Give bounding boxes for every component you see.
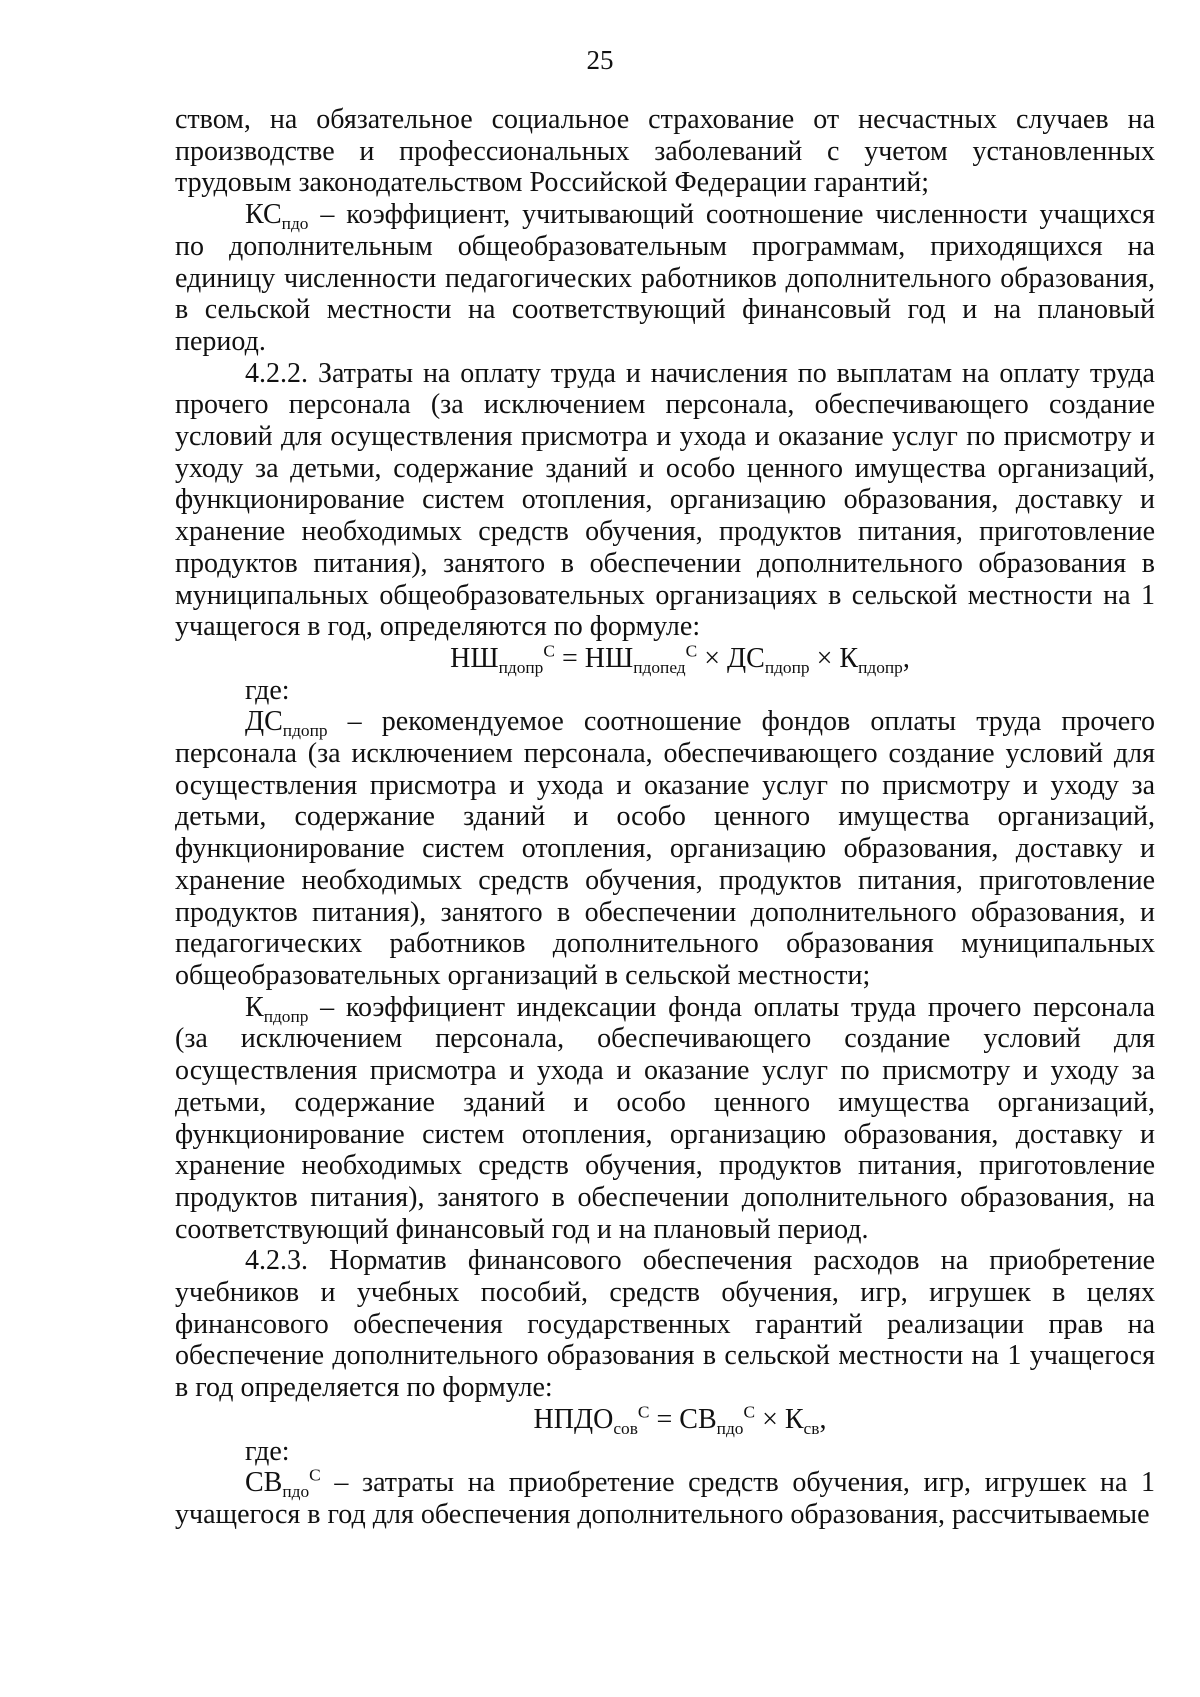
symbol-k-subscript: пдопр (263, 1006, 309, 1026)
ds-definition-text: – рекомендуемое соотношение фондов оплаты труда прочего персонала (за исключением персонала, обеспечивающего создание условий для осуществления присмотра и ухода и оказание услуг по присмотру и уходу за детьми, содержание зданий и особо ценного имущества организаций, функционирование систем отопления, организацию образования, доставку и хранение необходимых средств обучения, продуктов питания, приготовление продуктов питания), занятого в обеспечении дополнительного образования, и педагогических работников дополнительного образования муниципальных общеобразовательных организаций в сельской местности; (175, 706, 1155, 991)
symbol-k: К (245, 991, 264, 1023)
page-number: 25 (586, 45, 614, 75)
formula-npdo: $НПДО_{сов}^С = СВ_{пдо}^С \times К_{св}$, (533, 1402, 827, 1438)
paragraph-sv-definition (175, 1467, 1155, 1530)
sv-definition-text: – затраты на приобретение средств обучения, игр, игрушек на 1 учащегося в год для обеспечения дополнительного образования, рассчитываемые (175, 1467, 1155, 1530)
where-label-2: где: (245, 1435, 290, 1467)
paragraph-continuation: ством, на обязательное социальное страхование от несчастных случаев на производстве и профессиональных заболеваний с учетом установленных трудовым законодательством Российской Федерации гарантий; (175, 104, 1155, 199)
paragraph-k-definition (175, 992, 1155, 1246)
where-label-1: где: (245, 674, 290, 706)
ks-definition-text: – коэффициент, учитывающий соотношение численности учащихся по дополнительным общеобразовательным программам, приходящихся на единицу численности педагогических работников дополнительного образования, в сельской местности на соответствующий финансовый год и на плановый период. (175, 199, 1155, 357)
symbol-ks: КС (245, 199, 282, 231)
symbol-sv-superscript: С (309, 1465, 321, 1485)
document-body (175, 104, 1155, 1531)
symbol-ks-subscript: пдо (281, 214, 309, 234)
symbol-ds-subscript: пдопр (282, 721, 328, 741)
paragraph-4-2-2: 4.2.2. Затраты на оплату труда и начисления по выплатам на оплату труда прочего персонала (за исключением персонала, обеспечивающего создание условий для осуществления присмотра и ухода и оказание услуг по присмотру и уходу за детьми, содержание зданий и особо ценного имущества организаций, функционирование систем отопления, организацию образования, доставку и хранение необходимых средств обучения, продуктов питания, приготовление продуктов питания), занятого в обеспечении дополнительного образования в муниципальных общеобразовательных организациях в сельской местности на 1 учащегося в год, определяются по формуле: (175, 357, 1155, 643)
paragraph-ks-definition (175, 199, 1155, 358)
paragraph-ds-definition (175, 706, 1155, 991)
k-definition-text: – коэффициент индексации фонда оплаты труда прочего персонала (за исключением персонала, обеспечивающего создание условий для осуществления присмотра и ухода и оказание услуг по присмотру и уходу за детьми, содержание зданий и особо ценного имущества организаций, функционирование систем отопления, организацию образования, доставку и хранение необходимых средств обучения, продуктов питания, приготовление продуктов питания), занятого в обеспечении дополнительного образования, на соответствующий финансовый год и на плановый период. (175, 991, 1155, 1245)
paragraph-4-2-3: 4.2.3. Норматив финансового обеспечения расходов на приобретение учебников и учебных пособий, средств обучения, игр, игрушек в целях финансового обеспечения государственных гарантий реализации прав на обеспечение дополнительного образования в сельской местности на 1 учащегося в год определяется по формуле: (175, 1245, 1155, 1404)
symbol-sv-subscript: пдо (282, 1482, 310, 1502)
formula-nsh: $НШ_{пдопр}^С = НШ_{пдопед}^С \times ДС_{пдопр} \times К_{пдопр}$, (450, 641, 910, 678)
symbol-sv: СВ (245, 1467, 283, 1499)
symbol-ds: ДС (245, 706, 283, 738)
